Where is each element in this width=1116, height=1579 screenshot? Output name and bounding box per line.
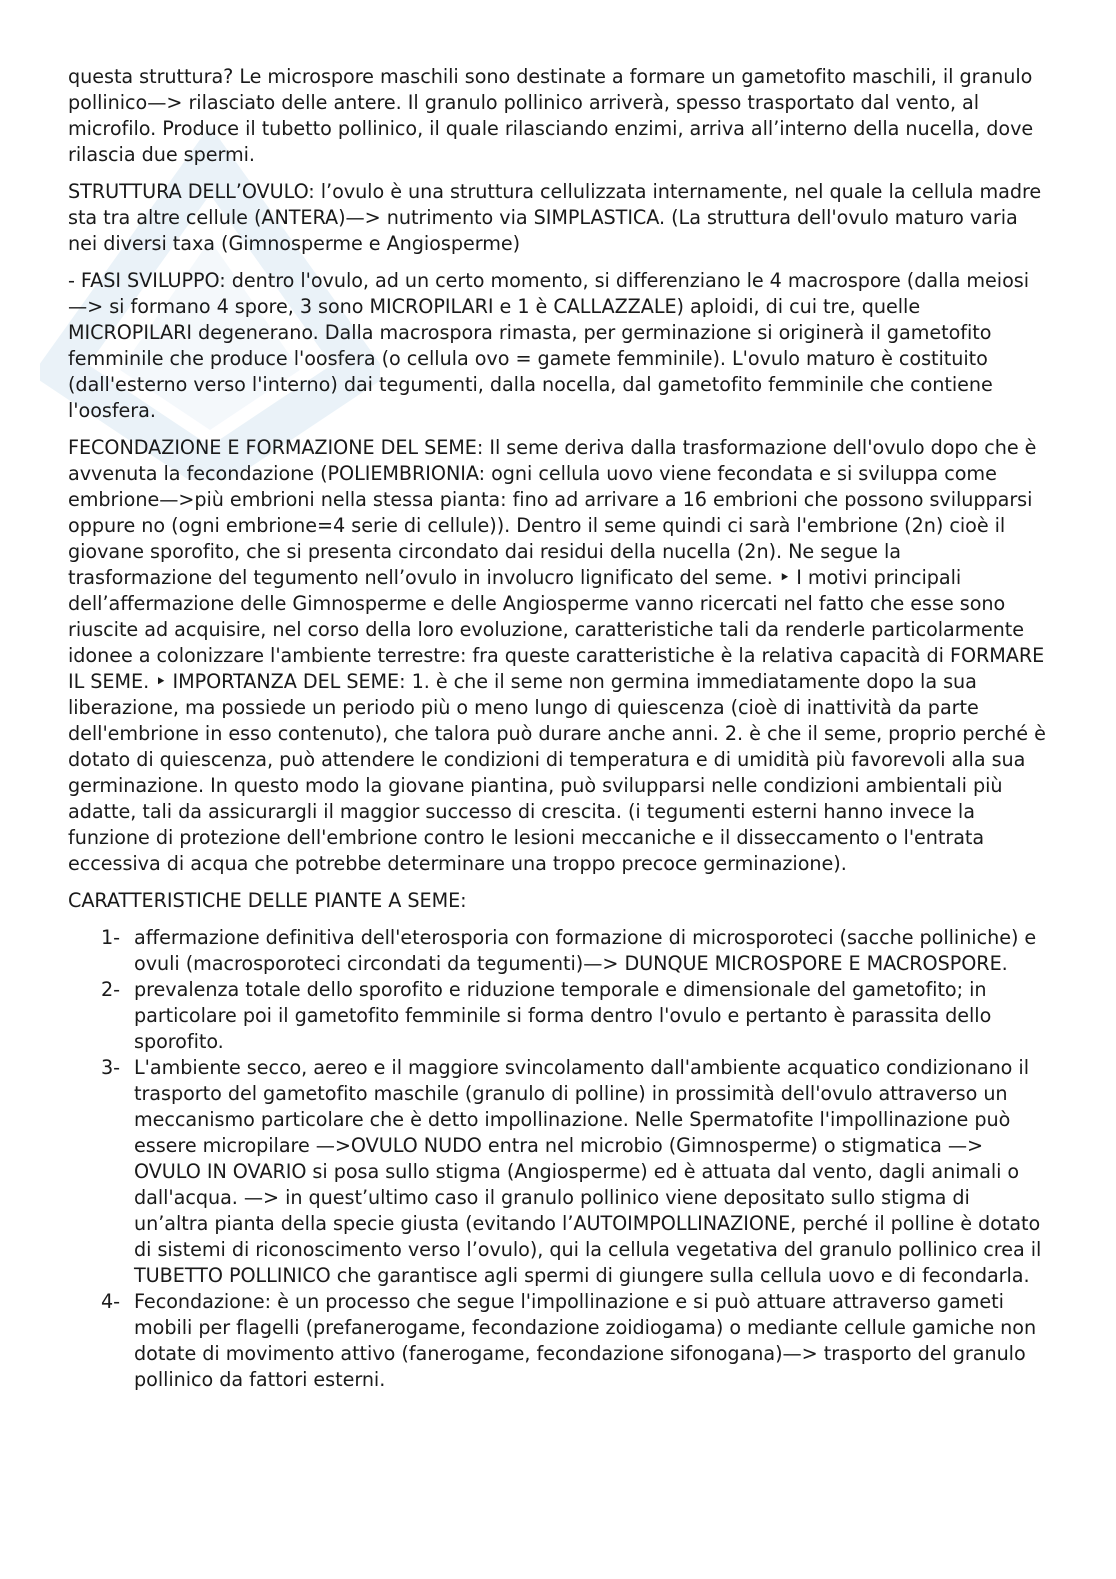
list-item: [68, 925, 1048, 977]
paragraph-fecondazione-seme: FECONDAZIONE E FORMAZIONE DEL SEME: Il seme deriva dalla trasformazione dell'ovulo dopo che è avvenuta la fecondazione (POLIEMBRIONIA: ogni cellula uovo viene fecondata e si sviluppa come embrione—>più embrioni nella stessa pianta: fino ad arrivare a 16 embrioni che possono svilupparsi oppure no (ogni embrione=4 serie di cellule)). Dentro il seme quindi ci sarà l'embrione (2n) cioè il giovane sporofito, che si presenta circondato dai residui della nucella (2n). Ne segue la trasformazione del tegumento nell’ovulo in involucro lignificato del seme. ‣ I motivi principali dell’affermazione delle Gimnosperme e delle Angiosperme vanno ricercati nel fatto che esse sono riuscite ad acquisire, nel corso della loro evoluzione, caratteristiche tali da renderle particolarmente idonee a colonizzare l'ambiente terrestre: fra queste caratteristiche è la relativa capacità di FORMARE IL SEME. ‣ IMPORTANZA DEL SEME: 1. è che il seme non germina immediatamente dopo la sua liberazione, ma possiede un periodo più o meno lungo di quiescenza (cioè di inattività da parte dell'embrione in esso contenuto), che talora può durare anche anni. 2. è che il seme, proprio perché è dotato di quiescenza, può attendere le condizioni di temperatura e di umidità più favorevoli alla sua germinazione. In questo modo la giovane piantina, può svilupparsi nelle condizioni ambientali più adatte, tali da assicurargli il maggior successo di crescita. (i tegumenti esterni hanno invece la funzione di protezione dell'embrione contro le lesioni meccaniche e il disseccamento o l'entrata eccessiva di acqua che potrebbe determinare una troppo precoce germinazione).: [68, 436, 1046, 875]
list-item-number: 1-: [101, 926, 121, 949]
caratteristiche-list: [68, 925, 1048, 1393]
paragraph-microspore: questa struttura? Le microspore maschili sono destinate a formare un gametofito maschili, il granulo pollinico—> rilasciato delle antere. Il granulo pollinico arriverà, spesso trasportato dal vento, al microfilo. Produce il tubetto pollinico, il quale rilasciando enzimi, arriva all’interno della nucella, dove rilascia due spermi.: [68, 65, 1034, 166]
list-item-text: prevalenza totale dello sporofito e riduzione temporale e dimensionale del gametofito; in particolare poi il gametofito femminile si forma dentro l'ovulo e pertanto è parassita dello sporofito.: [134, 978, 992, 1053]
list-item: [68, 1289, 1048, 1393]
document-page: [68, 64, 1048, 1393]
list-item: [68, 1055, 1048, 1289]
list-item-text: L'ambiente secco, aereo e il maggiore svincolamento dall'ambiente acquatico condizionano il trasporto del gametofito maschile (granulo di polline) in prossimità dell'ovulo attraverso un meccanismo particolare che è detto impollinazione. Nelle Spermatofite l'impollinazione può essere micropilare —>OVULO NUDO entra nel microbio (Gimnosperme) o stigmatica —> OVULO IN OVARIO si posa sullo stigma (Angiosperme) ed è attuata dal vento, dagli animali o dall'acqua. —> in quest’ultimo caso il granulo pollinico viene depositato sullo stigma di un’altra pianta della specie giusta (evitando l’AUTOIMPOLLINAZIONE, perché il polline è dotato di sistemi di riconoscimento verso l’ovulo), qui la cellula vegetativa del granulo pollinico crea il TUBETTO POLLINICO che garantisce agli spermi di giungere sulla cellula uovo e di fecondarla.: [134, 1056, 1042, 1287]
list-item-number: 2-: [101, 978, 121, 1001]
paragraph-struttura-ovulo: STRUTTURA DELL’OVULO: l’ovulo è una struttura cellulizzata internamente, nel quale la cellula madre sta tra altre cellule (ANTERA)—> nutrimento via SIMPLASTICA. (La struttura dell'ovulo maturo varia nei diversi taxa (Gimnosperme e Angiosperme): [68, 180, 1042, 255]
list-item-number: 3-: [101, 1056, 121, 1079]
list-item-text: affermazione definitiva dell'eterosporia con formazione di microsporoteci (sacche polliniche) e ovuli (macrosporoteci circondati da tegumenti)—> DUNQUE MICROSPORE E MACROSPORE.: [134, 926, 1037, 975]
list-item-text: Fecondazione: è un processo che segue l'impollinazione e si può attuare attraverso gameti mobili per flagelli (prefanerogame, fecondazione zoidiogama) o mediante cellule gamiche non dotate di movimento attivo (fanerogame, fecondazione sifonogana)—> trasporto del granulo pollinico da fattori esterni.: [134, 1290, 1037, 1391]
paragraph-fasi-sviluppo: - FASI SVILUPPO: dentro l'ovulo, ad un certo momento, si differenziano le 4 macrospore (dalla meiosi—> si formano 4 spore, 3 sono MICROPILARI e 1 è CALLAZZALE) aploidi, di cui tre, quelle MICROPILARI degenerano. Dalla macrospora rimasta, per germinazione si originerà il gametofito femminile che produce l'oosfera (o cellula ovo = gamete femminile). L'ovulo maturo è costituito (dall'esterno verso l'interno) dai tegumenti, dalla nocella, dal gametofito femminile che contiene l'oosfera.: [68, 269, 1029, 422]
list-item-number: 4-: [101, 1290, 121, 1313]
section-heading-caratteristiche: CARATTERISTICHE DELLE PIANTE A SEME:: [68, 889, 467, 912]
list-item: [68, 977, 1048, 1055]
